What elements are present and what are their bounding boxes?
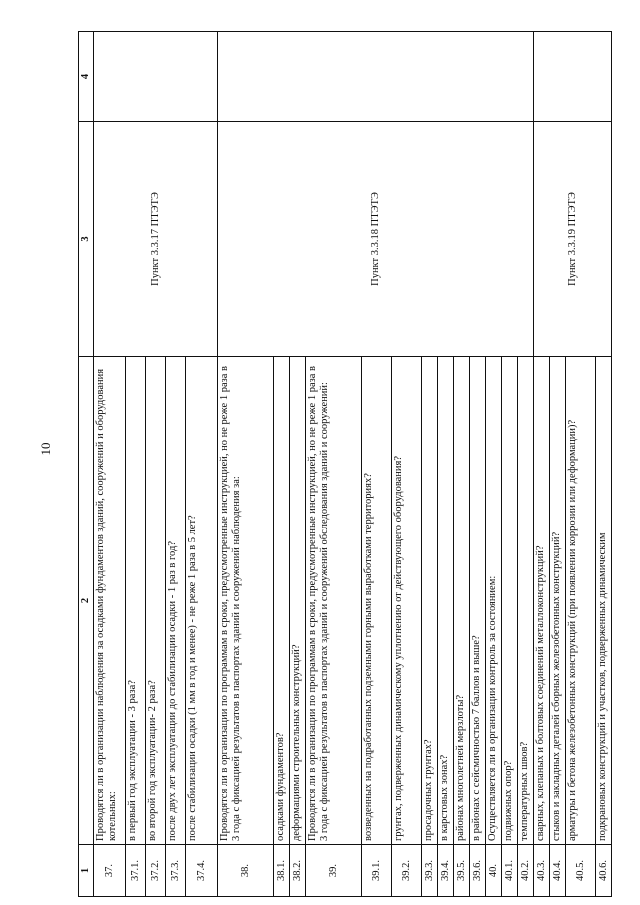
row-number: 37.4. [186,845,218,897]
row-number: 39.6. [470,845,486,897]
row-number: 38. [218,845,274,897]
table-row [534,32,550,897]
empty-cell [534,32,612,122]
empty-cell [94,32,218,122]
row-text: арматуры и бетона железобетонных конструкций (при появлении коррозии или деформации)? [566,357,596,845]
reference-cell: Пункт 3.3.18 ПТЭТЭ [218,122,534,357]
reference-cell: Пункт 3.3.19 ПТЭТЭ [534,122,612,357]
row-number: 39.4. [438,845,454,897]
row-number: 38.2. [290,845,306,897]
row-text: грунтах, подверженных динамическому уплотнению от действующего оборудования? [392,357,422,845]
row-number: 37.2. [146,845,166,897]
table-row [94,32,126,897]
row-text: после стабилизации осадки (1 мм в год и менее) - не реже 1 раза в 5 лет? [186,357,218,845]
row-text: температурных швов? [518,357,534,845]
row-number: 40.6. [596,845,612,897]
row-number: 39.3. [422,845,438,897]
row-number: 40.3. [534,845,550,897]
row-text: Проводятся ли в организации по программам в сроки, предусмотренные инструкцией, но не реже 1 раза в 3 года с фиксацией результатов в паспортах зданий и сооружений наблюдения за: [218,357,274,845]
row-text: в первый год эксплуатации - 3 раза? [126,357,146,845]
row-number: 39.5. [454,845,470,897]
row-text: стыков и закладных деталей сборных железобетонных конструкций? [550,357,566,845]
row-text: после двух лет эксплуатации до стабилизации осадки - 1 раз в год? [166,357,186,845]
row-text: просадочных грунтах? [422,357,438,845]
row-text: в районах с сейсмичностью 7 баллов и выше? [470,357,486,845]
row-number: 40.2. [518,845,534,897]
row-text: во второй год эксплуатации- 2 раза? [146,357,166,845]
row-text: деформациями строительных конструкций? [290,357,306,845]
row-number: 39.1. [362,845,392,897]
row-text: возведенных на подработанных подземными горными выработками территориях? [362,357,392,845]
row-number: 37. [94,845,126,897]
checklist-table [78,31,612,897]
page-number: 10 [38,442,53,456]
reference-cell: Пункт 3.3.17 ПТЭТЭ [94,122,218,357]
row-number: 40.1. [502,845,518,897]
column-header-2: 2 [79,357,94,845]
column-header-3: 3 [79,122,94,357]
row-number: 37.3. [166,845,186,897]
rotated-table-container [78,32,608,897]
row-text: подвижных опор? [502,357,518,845]
row-number: 39.2. [392,845,422,897]
row-text: Осуществляется ли в организации контроль за состоянием: [486,357,502,845]
row-number: 38.1. [274,845,290,897]
row-number: 40. [486,845,502,897]
row-number: 39. [306,845,362,897]
row-number: 37.1. [126,845,146,897]
empty-cell [218,32,534,122]
column-header-4: 4 [79,32,94,122]
row-text: осадками фундаментов? [274,357,290,845]
table-row [218,32,274,897]
row-text: Проводятся ли в организации наблюдения за осадками фундаментов зданий, сооружений и оборудования котельных: [94,357,126,845]
row-number: 40.4. [550,845,566,897]
column-header-1: 1 [79,845,94,897]
row-text: районах многолетней мерзлоты? [454,357,470,845]
row-number: 40.5. [566,845,596,897]
row-text: сварных, клепаных и болтовых соединений металлоконструкций? [534,357,550,845]
row-text: в карстовых зонах? [438,357,454,845]
row-text: подкрановых конструкций и участков, подверженных динамическим [596,357,612,845]
header-row [79,32,94,897]
row-text: Проводятся ли в организации по программам в сроки, предусмотренные инструкцией, но не реже 1 раза в 3 года с фиксацией результатов в паспортах зданий и сооружений обследования зданий и сооружений: [306,357,362,845]
